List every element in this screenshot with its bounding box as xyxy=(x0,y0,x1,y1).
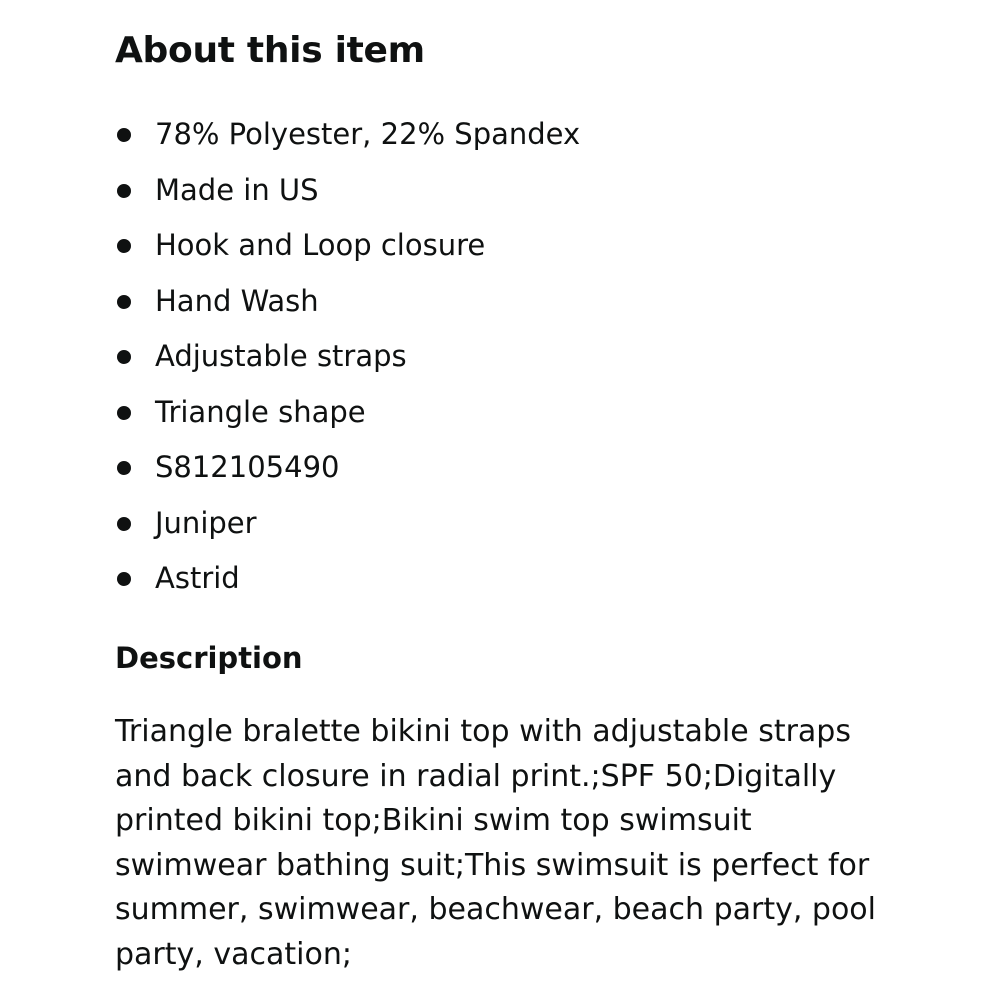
feature-bullet-text: 78% Polyester, 22% Spandex xyxy=(155,117,581,151)
feature-bullet-item xyxy=(115,496,580,552)
bullet-dot-icon xyxy=(117,350,131,364)
bullet-dot-icon xyxy=(117,517,131,531)
feature-bullet-item xyxy=(115,274,580,330)
feature-bullet-text: Juniper xyxy=(155,505,257,540)
feature-bullet-list xyxy=(115,107,580,607)
feature-bullet-text: S812105490 xyxy=(155,450,340,484)
bullet-dot-icon xyxy=(117,572,131,586)
feature-bullet-item xyxy=(115,551,580,607)
feature-bullet-item xyxy=(115,218,580,274)
feature-bullet-text: Made in US xyxy=(155,172,319,207)
bullet-dot-icon xyxy=(117,295,131,309)
description-heading: Description xyxy=(115,641,303,675)
feature-bullet-text: Triangle shape xyxy=(155,394,366,429)
feature-bullet-text: Astrid xyxy=(155,561,240,595)
feature-bullet-text: Hook and Loop closure xyxy=(155,228,486,262)
bullet-dot-icon xyxy=(117,128,131,142)
feature-bullet-item xyxy=(115,163,580,219)
about-this-item-heading: About this item xyxy=(115,30,425,71)
bullet-dot-icon xyxy=(117,184,131,198)
bullet-dot-icon xyxy=(117,406,131,420)
feature-bullet-text: Adjustable straps xyxy=(155,339,407,373)
bullet-dot-icon xyxy=(117,239,131,253)
feature-bullet-item xyxy=(115,440,580,496)
description-text: Triangle bralette bikini top with adjustable straps and back closure in radial print.;SPF 50;Digitally printed bikini top;Bikini swim top swimsuit swimwear bathing suit;This swimsuit is perfect for summer, swimwear, beachwear, beach party, pool party, vacation; xyxy=(115,714,877,972)
feature-bullet-item xyxy=(115,385,580,441)
feature-bullet-text: Hand Wash xyxy=(155,283,319,318)
feature-bullet-item xyxy=(115,107,580,163)
bullet-dot-icon xyxy=(117,461,131,475)
feature-bullet-item xyxy=(115,329,580,385)
